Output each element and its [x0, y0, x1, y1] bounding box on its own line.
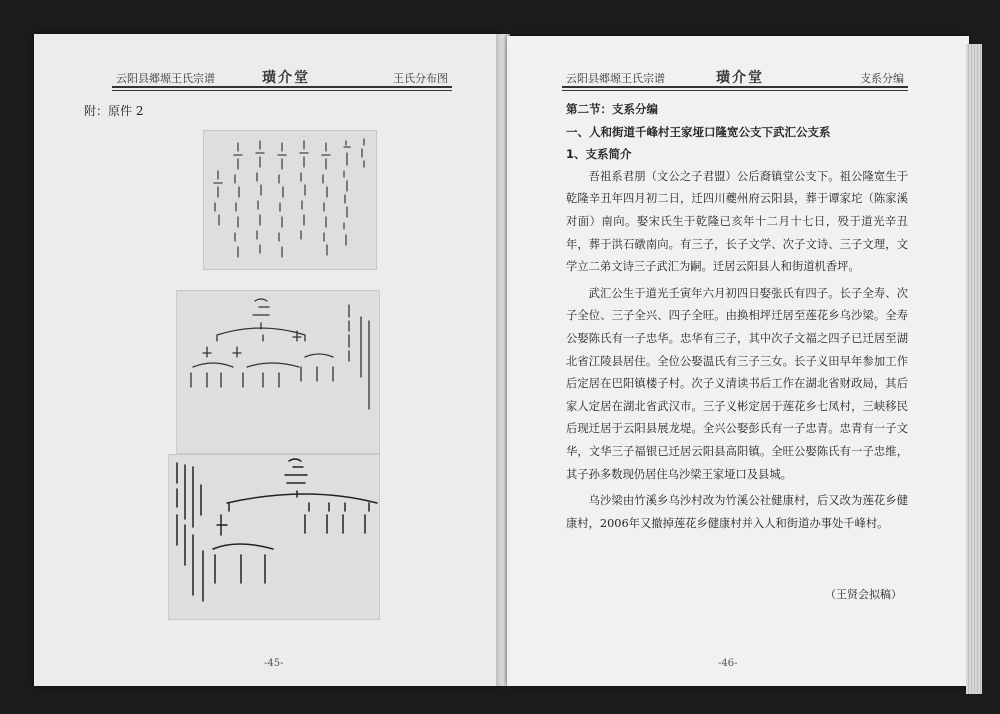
genealogy-tree-photo-2 — [168, 454, 380, 620]
header-title: 云阳县郷塬王氏宗谱 — [566, 72, 665, 85]
paragraph: 武汇公生于道光壬寅年六月初四日娶张氏有四子。长子全寿、次子全位、三子全兴、四子全旺。由换相坪迁居至莲花乡乌沙梁。全寿公娶陈氏有一子忠华。忠华有三子，其中次子文福之四子已迁居至湖北省江陵县居住。全位公娶温氏有三子三女。长子义田早年参加工作后定居在巴阳镇楼子村。次子义清读书后工作在湖北省财政局，其后家人定居在湖北省武汉市。三子义彬定居于莲花乡七凤村，三峡移民后现迁居于云阳县展龙堤。全兴公娶彭氏有一子忠青。忠青有一子文华，文华三子福银已迁居云阳县高阳镇。全旺公娶陈氏有一子忠维，其子孙多数现仍居住乌沙梁王家垭口及县城。 — [566, 286, 908, 481]
header-section: 支系分编 — [860, 72, 904, 85]
header-brand: 璜介堂 — [262, 70, 310, 86]
header-section: 王氏分布图 — [393, 72, 448, 85]
header-title: 云阳县郷塬王氏宗谱 — [116, 72, 215, 85]
page-number-left: -45- — [264, 658, 284, 669]
header-rule-thin — [562, 90, 908, 91]
author-signature: （王贤会拟稿） — [825, 588, 902, 601]
header-rule — [562, 86, 908, 88]
header-rule-thin — [112, 90, 452, 91]
handwritten-family-tree-icon — [169, 455, 379, 619]
header-rule — [112, 86, 452, 88]
paragraph: 乌沙梁由竹溪乡乌沙村改为竹溪公社健康村，后又改为莲花乡健康村，2006年又撤掉莲花乡健康村并入人和街道办事处千峰村。 — [566, 494, 908, 530]
paragraph: 吾祖系君朋（文公之子君盟）公后裔镇堂公支下。祖公隆宽生于乾隆辛丑年四月初二日，迁四川夔州府云阳县，葬于谭家坨（陈家溪对面）南向。娶宋氏生于乾隆已亥年十二月十七日，殁于道光辛丑年，葬于洪石礅南向。有三子，长子文学、次子文诗、三子文理，文学立二弟文诗三子武汇为嗣。迁居云阳县人和街道机香坪。 — [566, 169, 908, 274]
sub-title: 一、人和街道千峰村王家垭口隆宽公支下武汇公支系 — [566, 124, 831, 139]
handwritten-vertical-text-icon — [204, 131, 376, 269]
section-title: 第二节：支系分编 — [566, 102, 658, 116]
header-brand: 璜介堂 — [716, 70, 764, 86]
page-number-right: -46- — [718, 658, 738, 669]
manuscript-poem-photo — [203, 130, 377, 270]
annex-label: 附：原件 2 — [84, 104, 144, 118]
page-stack-edge — [966, 44, 982, 694]
right-page-body — [566, 98, 908, 535]
genealogy-tree-photo-1 — [176, 290, 380, 454]
item-title: 1、支系简介 — [566, 147, 632, 162]
handwritten-family-tree-icon — [177, 291, 379, 453]
